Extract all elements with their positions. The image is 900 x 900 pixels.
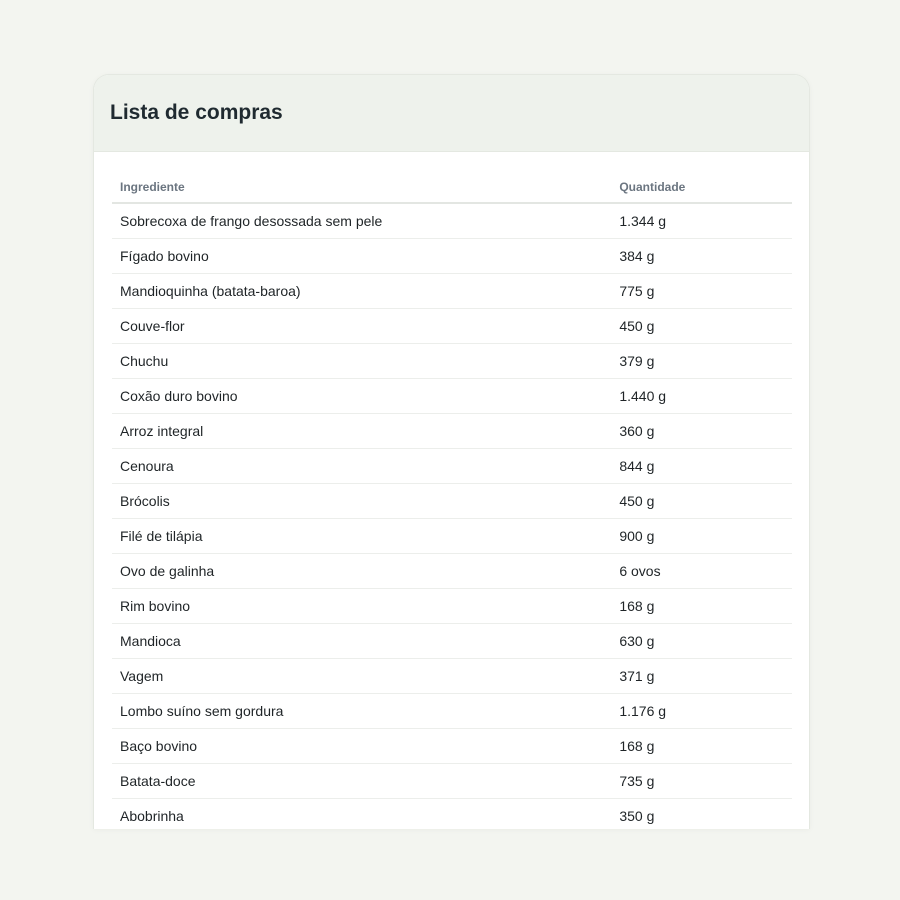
table-row bbox=[112, 239, 792, 274]
table-row bbox=[112, 519, 792, 554]
ingredient-cell: Fígado bovino bbox=[112, 239, 611, 274]
quantity-cell: 1.440 g bbox=[611, 379, 792, 414]
table-body bbox=[112, 203, 792, 829]
table-row bbox=[112, 729, 792, 764]
ingredient-cell: Chuchu bbox=[112, 344, 611, 379]
quantity-cell: 1.344 g bbox=[611, 203, 792, 239]
ingredient-cell: Arroz integral bbox=[112, 414, 611, 449]
quantity-cell: 384 g bbox=[611, 239, 792, 274]
ingredient-cell: Sobrecoxa de frango desossada sem pele bbox=[112, 203, 611, 239]
ingredient-cell: Baço bovino bbox=[112, 729, 611, 764]
table-row bbox=[112, 379, 792, 414]
table-row bbox=[112, 589, 792, 624]
quantity-cell: 371 g bbox=[611, 659, 792, 694]
quantity-cell: 450 g bbox=[611, 309, 792, 344]
ingredient-cell: Filé de tilápia bbox=[112, 519, 611, 554]
table-row bbox=[112, 203, 792, 239]
quantity-cell: 168 g bbox=[611, 589, 792, 624]
ingredient-cell: Abobrinha bbox=[112, 799, 611, 830]
ingredient-cell: Lombo suíno sem gordura bbox=[112, 694, 611, 729]
table-row bbox=[112, 414, 792, 449]
shopping-list-table bbox=[112, 171, 792, 829]
quantity-cell: 1.176 g bbox=[611, 694, 792, 729]
ingredient-cell: Mandioquinha (batata-baroa) bbox=[112, 274, 611, 309]
table-row bbox=[112, 274, 792, 309]
table-row bbox=[112, 344, 792, 379]
quantity-cell: 844 g bbox=[611, 449, 792, 484]
ingredient-cell: Brócolis bbox=[112, 484, 611, 519]
table-row bbox=[112, 764, 792, 799]
table-row bbox=[112, 659, 792, 694]
quantity-cell: 900 g bbox=[611, 519, 792, 554]
quantity-cell: 379 g bbox=[611, 344, 792, 379]
table-row bbox=[112, 449, 792, 484]
page-title: Lista de compras bbox=[110, 101, 283, 124]
ingredient-cell: Ovo de galinha bbox=[112, 554, 611, 589]
ingredient-cell: Couve-flor bbox=[112, 309, 611, 344]
ingredient-cell: Batata-doce bbox=[112, 764, 611, 799]
table-row bbox=[112, 309, 792, 344]
card-header bbox=[94, 75, 809, 152]
table-row bbox=[112, 624, 792, 659]
table-row bbox=[112, 554, 792, 589]
table-container bbox=[94, 152, 809, 829]
table-header-row bbox=[112, 171, 792, 203]
table-row bbox=[112, 484, 792, 519]
ingredient-cell: Mandioca bbox=[112, 624, 611, 659]
table-row bbox=[112, 799, 792, 830]
ingredient-cell: Rim bovino bbox=[112, 589, 611, 624]
quantity-cell: 6 ovos bbox=[611, 554, 792, 589]
quantity-cell: 735 g bbox=[611, 764, 792, 799]
column-header-ingredient: Ingrediente bbox=[112, 171, 611, 203]
quantity-cell: 775 g bbox=[611, 274, 792, 309]
table-row bbox=[112, 694, 792, 729]
quantity-cell: 350 g bbox=[611, 799, 792, 830]
quantity-cell: 630 g bbox=[611, 624, 792, 659]
shopping-list-card bbox=[93, 74, 810, 829]
quantity-cell: 168 g bbox=[611, 729, 792, 764]
column-header-quantity: Quantidade bbox=[611, 171, 792, 203]
ingredient-cell: Cenoura bbox=[112, 449, 611, 484]
ingredient-cell: Coxão duro bovino bbox=[112, 379, 611, 414]
quantity-cell: 450 g bbox=[611, 484, 792, 519]
quantity-cell: 360 g bbox=[611, 414, 792, 449]
ingredient-cell: Vagem bbox=[112, 659, 611, 694]
